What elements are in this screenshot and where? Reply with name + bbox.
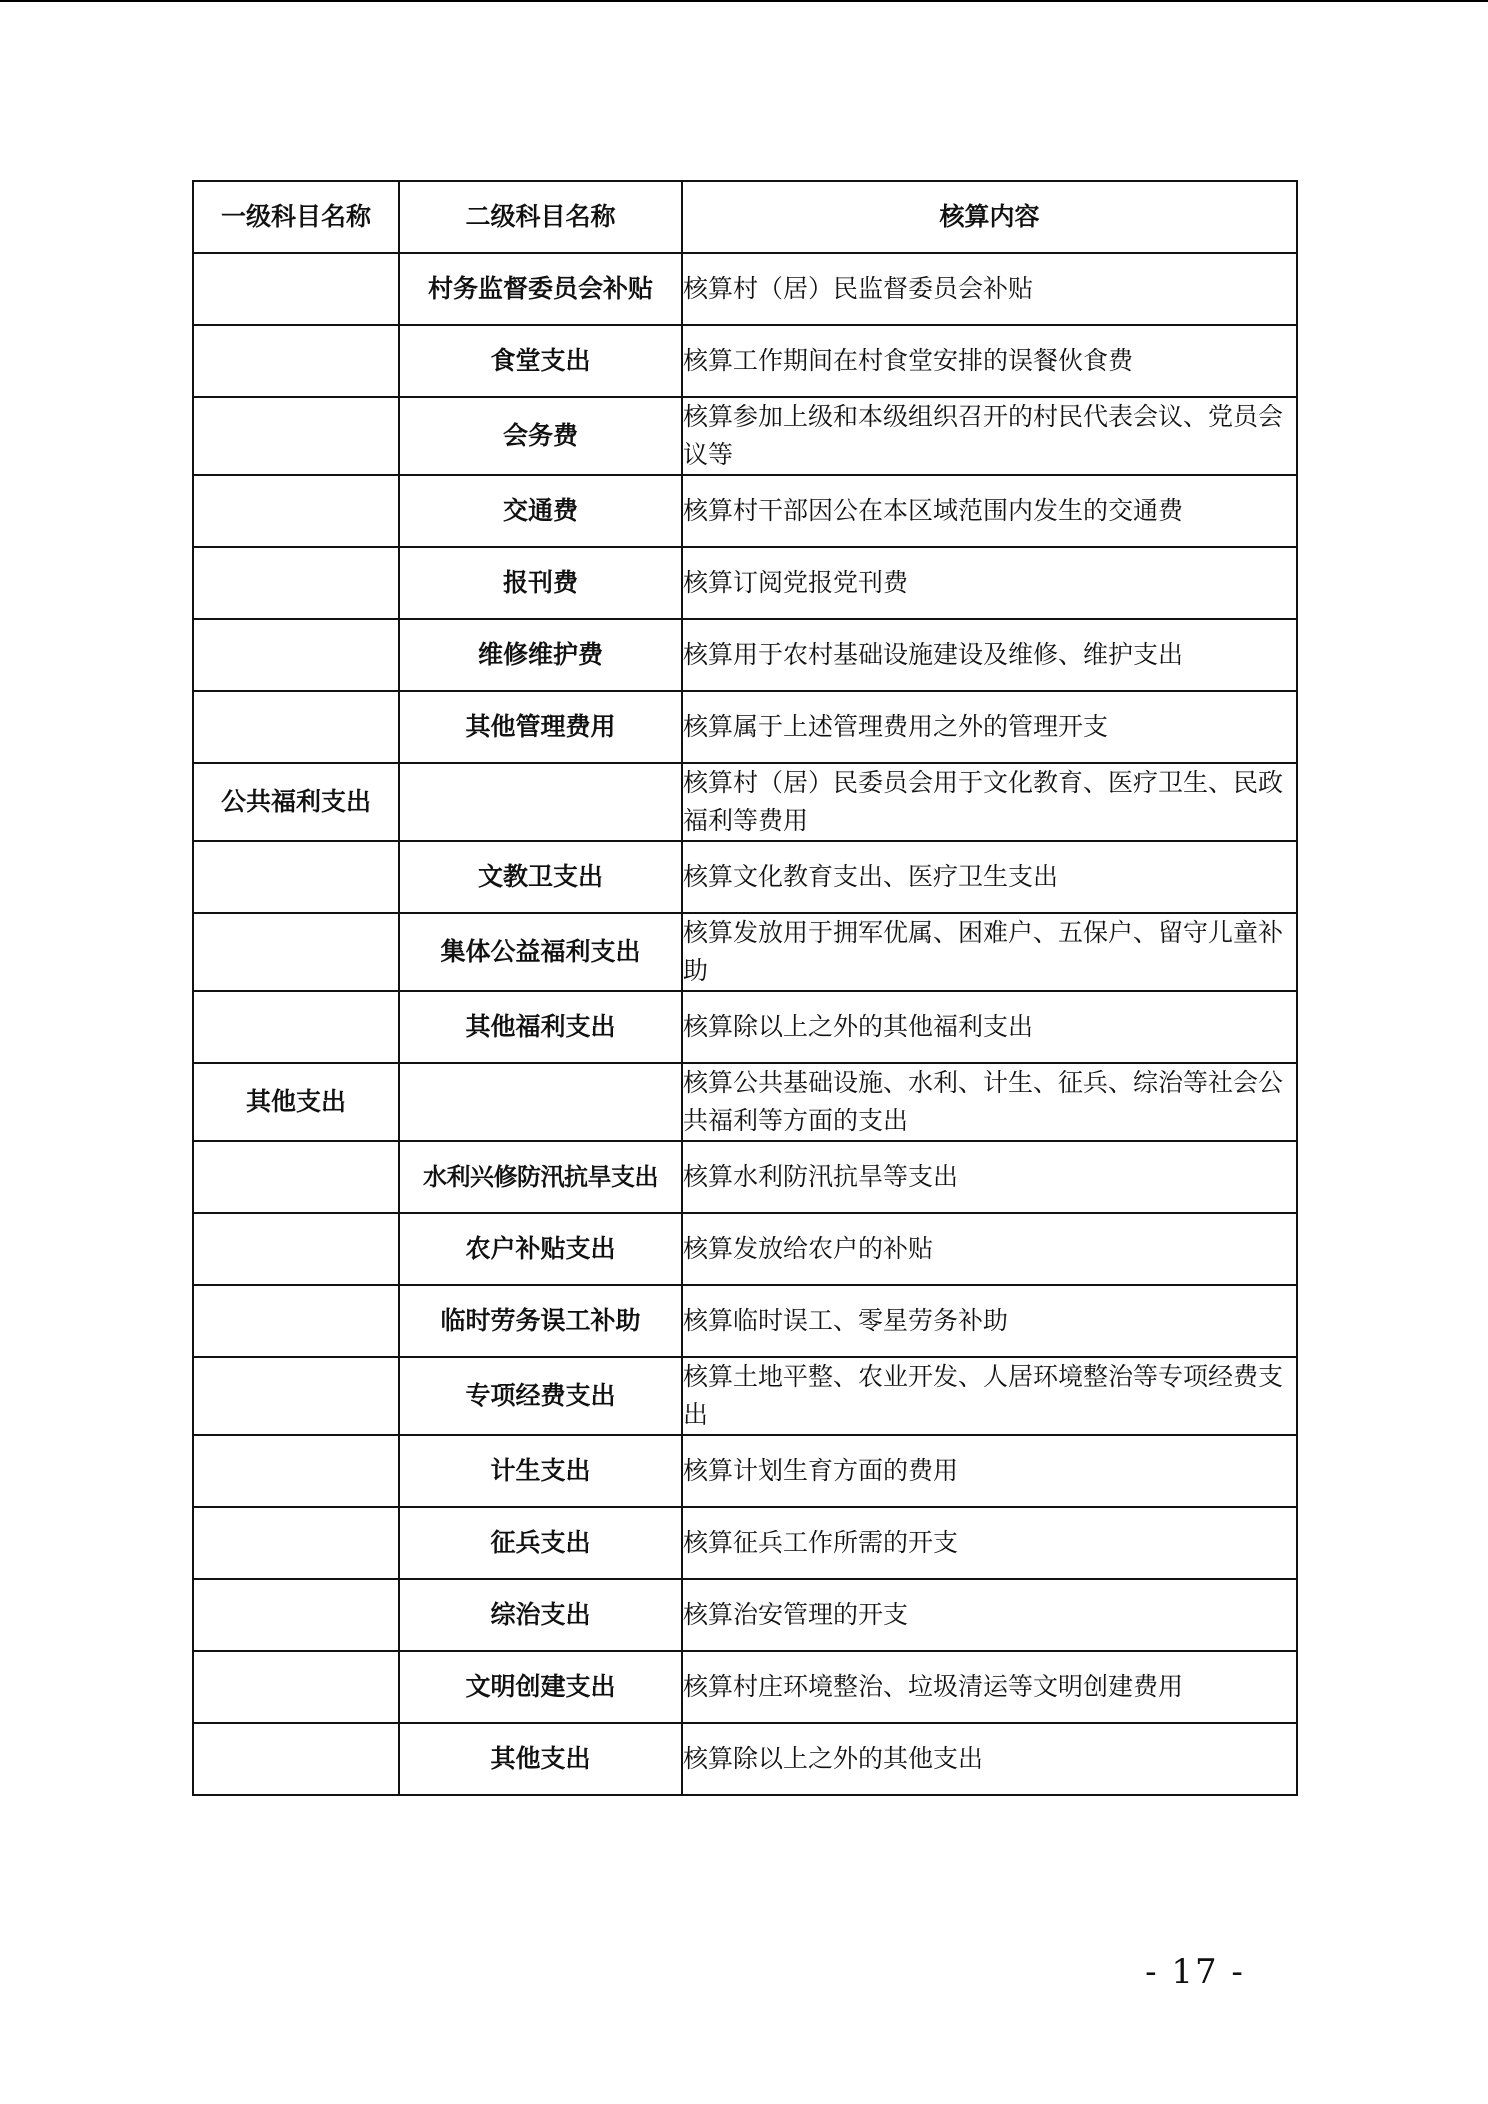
accounting-content-cell: 核算除以上之外的其他福利支出: [682, 991, 1297, 1063]
accounting-content-cell: 核算村（居）民委员会用于文化教育、医疗卫生、民政福利等费用: [682, 763, 1297, 841]
level2-subject-cell: 会务费: [399, 397, 682, 475]
table-row: [193, 691, 1297, 763]
level2-subject-cell: 文教卫支出: [399, 841, 682, 913]
level2-subject-cell: 专项经费支出: [399, 1357, 682, 1435]
level2-subject-cell: 计生支出: [399, 1435, 682, 1507]
table-row: [193, 913, 1297, 991]
table-row: [193, 325, 1297, 397]
level2-subject-cell: 农户补贴支出: [399, 1213, 682, 1285]
level2-subject-cell: [399, 763, 682, 841]
table-row: [193, 1507, 1297, 1579]
level2-subject-cell: 交通费: [399, 475, 682, 547]
table-row: [193, 841, 1297, 913]
level2-subject-cell: 征兵支出: [399, 1507, 682, 1579]
table-row: [193, 1435, 1297, 1507]
table-row: [193, 397, 1297, 475]
level1-subject-cell: [193, 691, 399, 763]
table-row: [193, 1063, 1297, 1141]
table-row: [193, 619, 1297, 691]
header-accounting-content: 核算内容: [682, 181, 1297, 253]
accounting-content-cell: 核算治安管理的开支: [682, 1579, 1297, 1651]
level1-subject-cell: [193, 1579, 399, 1651]
level1-subject-cell: [193, 1141, 399, 1213]
accounting-content-cell: 核算工作期间在村食堂安排的误餐伙食费: [682, 325, 1297, 397]
accounting-content-cell: 核算水利防汛抗旱等支出: [682, 1141, 1297, 1213]
accounting-content-cell: 核算发放给农户的补贴: [682, 1213, 1297, 1285]
header-level2-subject: 二级科目名称: [399, 181, 682, 253]
level2-subject-cell: 综治支出: [399, 1579, 682, 1651]
table-row: [193, 1579, 1297, 1651]
level1-subject-cell: [193, 253, 399, 325]
level2-subject-cell: [399, 1063, 682, 1141]
table-row: [193, 1285, 1297, 1357]
table-row: [193, 763, 1297, 841]
table-row: [193, 1357, 1297, 1435]
level2-subject-cell: 其他管理费用: [399, 691, 682, 763]
accounting-content-cell: 核算用于农村基础设施建设及维修、维护支出: [682, 619, 1297, 691]
level1-subject-cell: [193, 619, 399, 691]
level1-subject-cell: [193, 325, 399, 397]
accounting-content-cell: 核算文化教育支出、医疗卫生支出: [682, 841, 1297, 913]
table-header-row: [193, 181, 1297, 253]
level2-subject-cell: 临时劳务误工补助: [399, 1285, 682, 1357]
level1-subject-cell: [193, 547, 399, 619]
table-row: [193, 253, 1297, 325]
level1-subject-cell: [193, 991, 399, 1063]
accounting-content-cell: 核算订阅党报党刊费: [682, 547, 1297, 619]
level1-subject-cell: [193, 1651, 399, 1723]
level1-subject-cell: 其他支出: [193, 1063, 399, 1141]
table-row: [193, 1723, 1297, 1795]
table-row: [193, 1213, 1297, 1285]
level1-subject-cell: [193, 1285, 399, 1357]
level2-subject-cell: 其他福利支出: [399, 991, 682, 1063]
accounting-content-cell: 核算村（居）民监督委员会补贴: [682, 253, 1297, 325]
accounting-content-cell: 核算计划生育方面的费用: [682, 1435, 1297, 1507]
level1-subject-cell: [193, 1213, 399, 1285]
level1-subject-cell: 公共福利支出: [193, 763, 399, 841]
level1-subject-cell: [193, 397, 399, 475]
account-subject-table: [192, 180, 1298, 1796]
level1-subject-cell: [193, 1357, 399, 1435]
level1-subject-cell: [193, 475, 399, 547]
accounting-content-cell: 核算除以上之外的其他支出: [682, 1723, 1297, 1795]
level2-subject-cell: 村务监督委员会补贴: [399, 253, 682, 325]
accounting-content-cell: 核算属于上述管理费用之外的管理开支: [682, 691, 1297, 763]
level1-subject-cell: [193, 1723, 399, 1795]
level2-subject-cell: 集体公益福利支出: [399, 913, 682, 991]
page-number: - 17 -: [1145, 1952, 1245, 1992]
level2-subject-cell: 其他支出: [399, 1723, 682, 1795]
table-row: [193, 1651, 1297, 1723]
table-row: [193, 547, 1297, 619]
table-row: [193, 475, 1297, 547]
accounting-content-cell: 核算村庄环境整治、垃圾清运等文明创建费用: [682, 1651, 1297, 1723]
level2-subject-cell: 文明创建支出: [399, 1651, 682, 1723]
accounting-content-cell: 核算临时误工、零星劳务补助: [682, 1285, 1297, 1357]
level2-subject-cell: 维修维护费: [399, 619, 682, 691]
level2-subject-cell: 食堂支出: [399, 325, 682, 397]
level1-subject-cell: [193, 1507, 399, 1579]
accounting-content-cell: 核算公共基础设施、水利、计生、征兵、综治等社会公共福利等方面的支出: [682, 1063, 1297, 1141]
level2-subject-cell: 报刊费: [399, 547, 682, 619]
accounting-content-cell: 核算土地平整、农业开发、人居环境整治等专项经费支出: [682, 1357, 1297, 1435]
accounting-content-cell: 核算参加上级和本级组织召开的村民代表会议、党员会议等: [682, 397, 1297, 475]
header-level1-subject: 一级科目名称: [193, 181, 399, 253]
table-row: [193, 991, 1297, 1063]
table-row: [193, 1141, 1297, 1213]
level1-subject-cell: [193, 913, 399, 991]
level1-subject-cell: [193, 841, 399, 913]
accounting-content-cell: 核算村干部因公在本区域范围内发生的交通费: [682, 475, 1297, 547]
page-top-border: [0, 0, 1488, 2]
accounting-content-cell: 核算征兵工作所需的开支: [682, 1507, 1297, 1579]
level2-subject-cell: 水利兴修防汛抗旱支出: [399, 1141, 682, 1213]
level1-subject-cell: [193, 1435, 399, 1507]
accounting-content-cell: 核算发放用于拥军优属、困难户、五保户、留守儿童补助: [682, 913, 1297, 991]
